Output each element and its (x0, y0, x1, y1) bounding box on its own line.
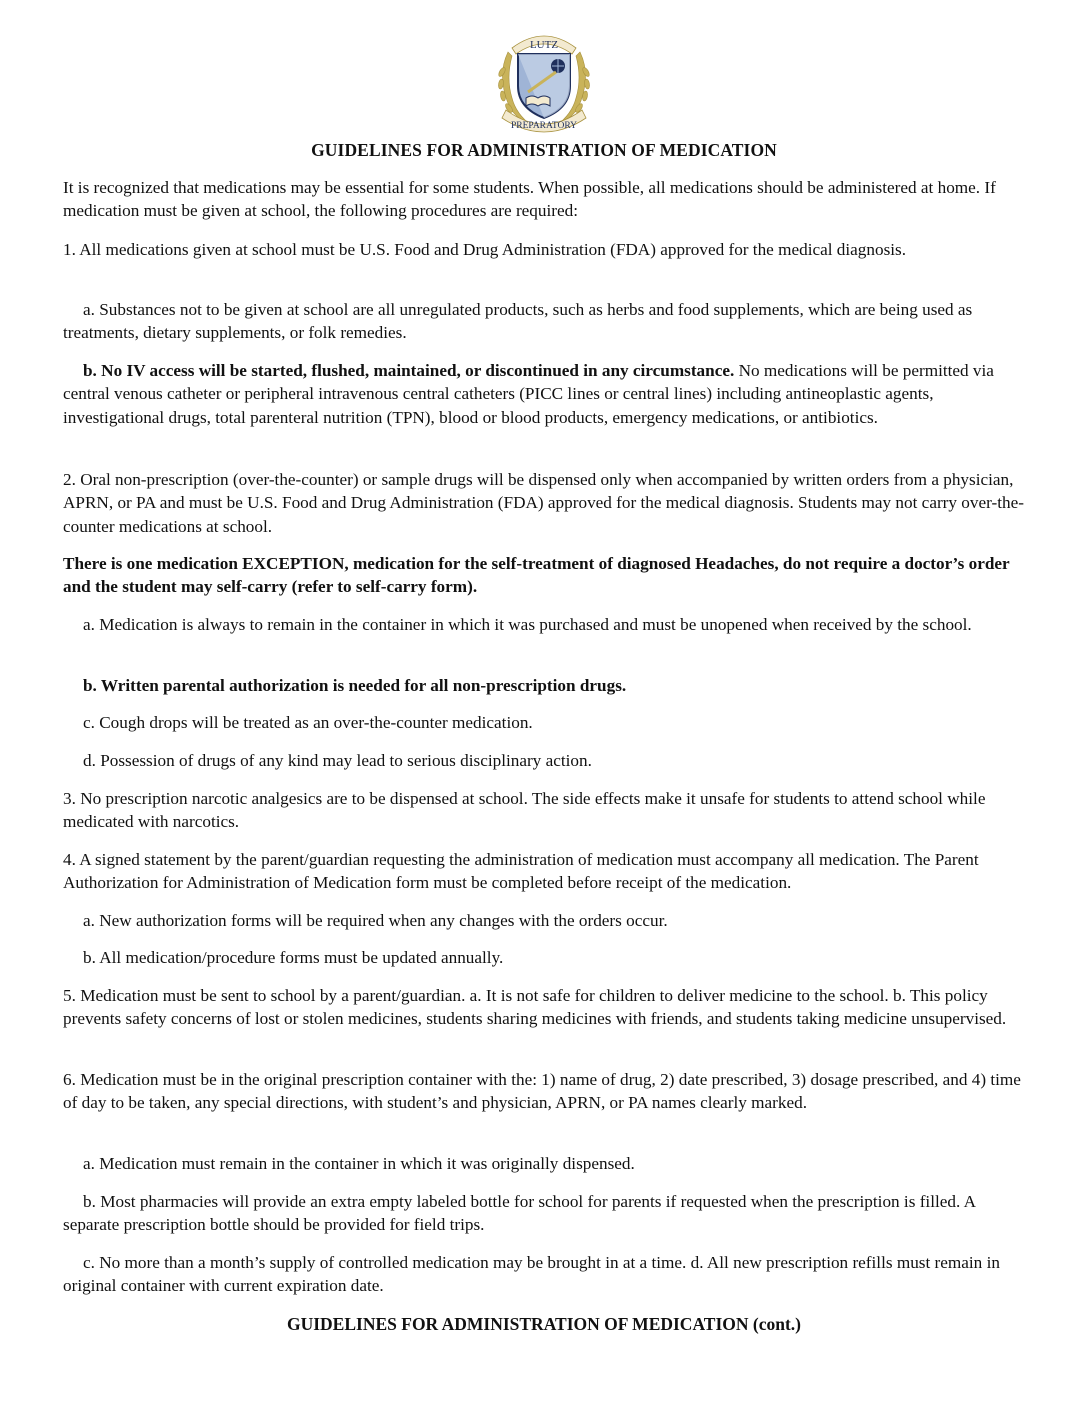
crest-top-text: LUTZ (529, 39, 559, 51)
item-6b: b. Most pharmacies will provide an extra empty labeled bottle for school for parents if requested when the prescription is filled. A separate prescription bottle should be provided for field trips. (63, 1192, 976, 1235)
item-1b (63, 359, 1033, 429)
item-1b-rest: No medications will be permitted via central venous catheter or peripheral intravenous central catheters (PICC lines or central lines) including antineoplastic agents, investigational drugs, total parenteral nutrition (TPN), blood or blood products, emergency medications, or antibiotics. (63, 361, 994, 427)
item-6c: c. No more than a month’s supply of controlled medication may be brought in at a time. d. All new prescription refills must remain in original container with current expiration date. (63, 1253, 1000, 1296)
item-1b-bold: b. No IV access will be started, flushed, maintained, or discontinued in any circumstance. (83, 361, 735, 380)
crest-bottom-text: PREPARATORY (510, 121, 578, 131)
item-2: 2. Oral non-prescription (over-the-counter) or sample drugs will be dispensed only when accompanied by written orders from a physician, APRN, or PA and must be U.S. Food and Drug Administration (FDA) approved for the medical diagnosis. Students may not carry over-the-counter medications at school. (63, 470, 1024, 536)
item-6: 6. Medication must be in the original prescription container with the: 1) name of drug, 2) date prescribed, 3) dosage prescribed, and 4) time of day to be taken, any special directions, with student’s and physician, APRN, or PA names clearly marked. (63, 1070, 1021, 1113)
item-5: 5. Medication must be sent to school by a parent/guardian. a. It is not safe for children to deliver medicine to the school. b. This policy prevents safety concerns of lost or stolen medicines, students sharing medicines with friends, and students taking medicine unsupervised. (63, 986, 1007, 1029)
school-crest-logo (488, 22, 600, 136)
intro-paragraph: It is recognized that medications may be essential for some students. When possible, all medications should be administered at home. If medication must be given at school, the following procedures are required: (63, 178, 996, 221)
item-1a: a. Substances not to be given at school are all unregulated products, such as herbs and food supplements, which are being used as treatments, dietary supplements, or folk remedies. (63, 300, 973, 343)
item-1: 1. All medications given at school must be U.S. Food and Drug Administration (FDA) approved for the medical diagnosis. (63, 240, 907, 259)
item-4b: b. All medication/procedure forms must be updated annually. (83, 948, 504, 967)
item-3: 3. No prescription narcotic analgesics are to be dispensed at school. The side effects make it unsafe for students to attend school while medicated with narcotics. (63, 789, 986, 832)
item-4a: a. New authorization forms will be required when any changes with the orders occur. (83, 911, 668, 930)
item-2d: d. Possession of drugs of any kind may lead to serious disciplinary action. (83, 751, 592, 770)
item-2a: a. Medication is always to remain in the container in which it was purchased and must be unopened when received by the school. (83, 615, 972, 634)
document-title: GUIDELINES FOR ADMINISTRATION OF MEDICATION (311, 140, 777, 160)
exception-notice: There is one medication EXCEPTION, medication for the self-treatment of diagnosed Headaches, do not require a doctor’s order and the student may self-carry (refer to self-carry form). (63, 554, 1010, 597)
document-title-continued: GUIDELINES FOR ADMINISTRATION OF MEDICATION (cont.) (286, 1314, 802, 1334)
item-6a: a. Medication must remain in the container in which it was originally dispensed. (83, 1154, 635, 1173)
item-2b: b. Written parental authorization is needed for all non-prescription drugs. (83, 676, 627, 695)
item-2c: c. Cough drops will be treated as an over-the-counter medication. (83, 713, 533, 732)
item-4: 4. A signed statement by the parent/guardian requesting the administration of medication must accompany all medication. The Parent Authorization for Administration of Medication form must be completed before receipt of the medication. (63, 850, 979, 893)
